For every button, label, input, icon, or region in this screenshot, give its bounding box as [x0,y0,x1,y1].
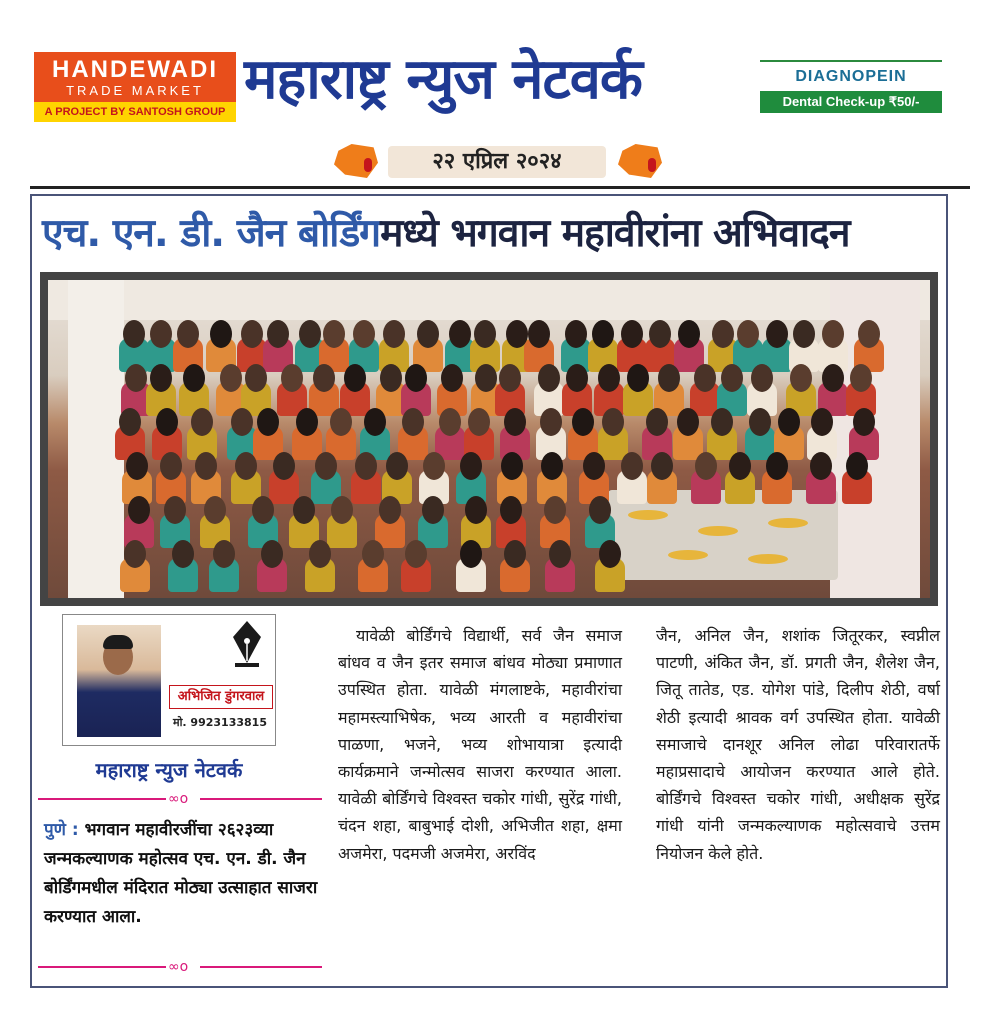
ad-brand: HANDEWADI [52,56,218,83]
photo-person-head [195,452,217,480]
photo-person-head [528,320,550,348]
photo-person-head [405,540,427,568]
diagnopein-ad[interactable] [760,60,942,120]
photo-person-head [504,540,526,568]
photo-person-head [649,320,671,348]
photo-person-head [323,320,345,348]
photo-person-head [475,364,497,392]
divider-line [200,966,322,968]
photo-person-head [235,452,257,480]
photo-person-head [737,320,759,348]
divider-ornament-icon: ∞o [168,791,189,807]
photo-person-head [252,496,274,524]
photo-person-head [383,320,405,348]
photo-person-head [850,364,872,392]
photo-person-head [353,320,375,348]
photo-person-head [766,320,788,348]
photo-plate [768,518,808,528]
lead-paragraph [44,816,324,932]
ornamental-divider [38,791,322,807]
photo-person-head [124,540,146,568]
ad-subtitle: TRADE MARKET [66,83,204,98]
photo-person-head [299,320,321,348]
photo-person-head [296,408,318,436]
photo-person-head [164,496,186,524]
reporter-name: अभिजित डुंगरवाल [169,685,273,709]
photo-person-head [544,496,566,524]
photo-person-head [364,408,386,436]
photo-person-head [853,408,875,436]
photo-person-head [678,320,700,348]
microphone-icon [364,158,372,172]
photo-person-head [540,408,562,436]
microphone-icon [648,158,656,172]
dateline-city: पुणे : [44,820,79,840]
photo-person-head [150,320,172,348]
photo-plate [698,526,738,536]
photo-person-head [160,452,182,480]
photo-person-head [646,408,668,436]
photo-person-head [766,452,788,480]
photo-person-head [405,364,427,392]
photo-person-head [439,408,461,436]
divider-line [200,798,322,800]
photo-person-head [721,364,743,392]
photo-person-head [627,364,649,392]
photo-person-head [261,540,283,568]
photo-person-head [150,364,172,392]
photo-person-head [589,496,611,524]
photo-person-head [583,452,605,480]
date-row [334,142,664,182]
photo-person-head [465,496,487,524]
divider-line [38,798,166,800]
handewadi-ad[interactable] [34,52,236,122]
fountain-pen-icon [225,619,269,669]
photo-person-head [210,320,232,348]
photo-plate [748,554,788,564]
photo-person-head [119,408,141,436]
newspaper-title: महाराष्ट्र न्युज नेटवर्क [244,47,642,112]
photo-person-head [572,408,594,436]
photo-person-head [592,320,614,348]
event-photo-frame [40,272,938,606]
photo-person-head [846,452,868,480]
photo-person-head [549,540,571,568]
photo-person-head [729,452,751,480]
photo-person-head [267,320,289,348]
headline-part-1: एच. एन. डी. जैन बोर्डिंग [42,211,381,256]
photo-person-head [330,408,352,436]
photo-person-head [417,320,439,348]
photo-person-head [355,452,377,480]
photo-person-head [711,408,733,436]
photo-plate [668,550,708,560]
photo-person-head [658,364,680,392]
photo-person-head [245,364,267,392]
diagnopein-logo: DIAGNOPEIN [795,68,907,85]
photo-person-head [793,320,815,348]
maharashtra-map-icon [618,144,662,178]
reporter-phone: मो. 9923133815 [173,716,267,729]
article-column-2: यावेळी बोर्डिंगचे विद्यार्थी, सर्व जैन समाज बांधव व जैन इतर समाज बांधव मोठ्या प्रमाणात उपस्थित होता. यावेळी मंगलाष्टके, महावीरांचा महामस्त्याभिषेक, भव्य आरती व महावीरांचा पाळणा, भजने, भव्य शोभायात्रा इत्यादी कार्यक्रमाने जन्मोत्सव साजरा करण्यात आला. यावेळी बोर्डिंगचे विश्वस्त चकोर गांधी, सुरेंद्र गांधी, चंदन शहा, बाबुभाई दोशी, अभिजीत शहा, क्षमा अजमेरा, पदमजी अजमेरा, अरविंद [338,626,622,863]
photo-person-head [123,320,145,348]
reporter-card [62,614,276,746]
photo-person-head [313,364,335,392]
photo-person-head [156,408,178,436]
photo-person-head [468,408,490,436]
photo-person-head [172,540,194,568]
ad-divider [760,60,942,62]
event-photo[interactable] [48,280,930,598]
dental-offer: Dental Check-up ₹50/- [760,91,942,113]
article-headline [42,204,942,264]
photo-person-head [231,408,253,436]
photo-person-head [293,496,315,524]
reporter-avatar [77,625,161,737]
masthead-rule [30,186,970,189]
article-column-3: जैन, अनिल जैन, शशांक जितूरकर, स्वप्नील पाटणी, अंकित जैन, डॉ. प्रगती जैन, शैलेश जैन, जितू तातेड, एड. योगेश पांडे, दिलीप शेठी, वर्षा शेठी इत्यादी श्रावक वर्ग उपस्थित होता. यावेळी समाजाचे दानशूर अनिल लोढा परिवारातर्फे महाप्रसादाचे आयोजन करण्यात आले होते. बोर्डिंगचे विश्वस्त चकोर गांधी, अधीक्षक सुरेंद्र गांधी यांनी जन्मकल्याणक महोत्सवाचे उत्तम नियोजन केले होते. [656,626,940,863]
photo-person-head [598,364,620,392]
divider-line [38,966,166,968]
photo-person-head [504,408,526,436]
avatar-hair [103,635,133,649]
ornamental-divider [38,959,322,975]
photo-ceiling [48,280,930,320]
photo-person-head [379,496,401,524]
photo-person-head [822,364,844,392]
photo-person-head [712,320,734,348]
ad-tagline: A PROJECT BY SANTOSH GROUP [34,102,236,122]
divider-ornament-icon: ∞o [168,959,189,975]
photo-person-head [810,452,832,480]
photo-person-head [651,452,673,480]
photo-person-head [538,364,560,392]
photo-person-head [213,540,235,568]
maharashtra-map-icon [334,144,378,178]
photo-plate [628,510,668,520]
lead-text: भगवान महावीरजींचा २६२३व्या जन्मकल्याणक महोत्सव एच. एन. डी. जैन बोर्डिंगमधील मंदिरात मोठ्या उत्साहात साजरा करण्यात आला. [44,820,318,927]
photo-person-head [281,364,303,392]
photo-person-head [602,408,624,436]
photo-person-head [128,496,150,524]
network-label: महाराष्ट्र न्युज नेटवर्क [95,758,243,782]
headline-part-2: मध्ये भगवान महावीरांना अभिवादन [380,211,850,256]
photo-person-head [331,496,353,524]
photo-person-head [499,364,521,392]
photo-person-head [309,540,331,568]
issue-date: २२ एप्रिल २०२४ [388,146,606,178]
photo-person-head [204,496,226,524]
photo-person-head [541,452,563,480]
